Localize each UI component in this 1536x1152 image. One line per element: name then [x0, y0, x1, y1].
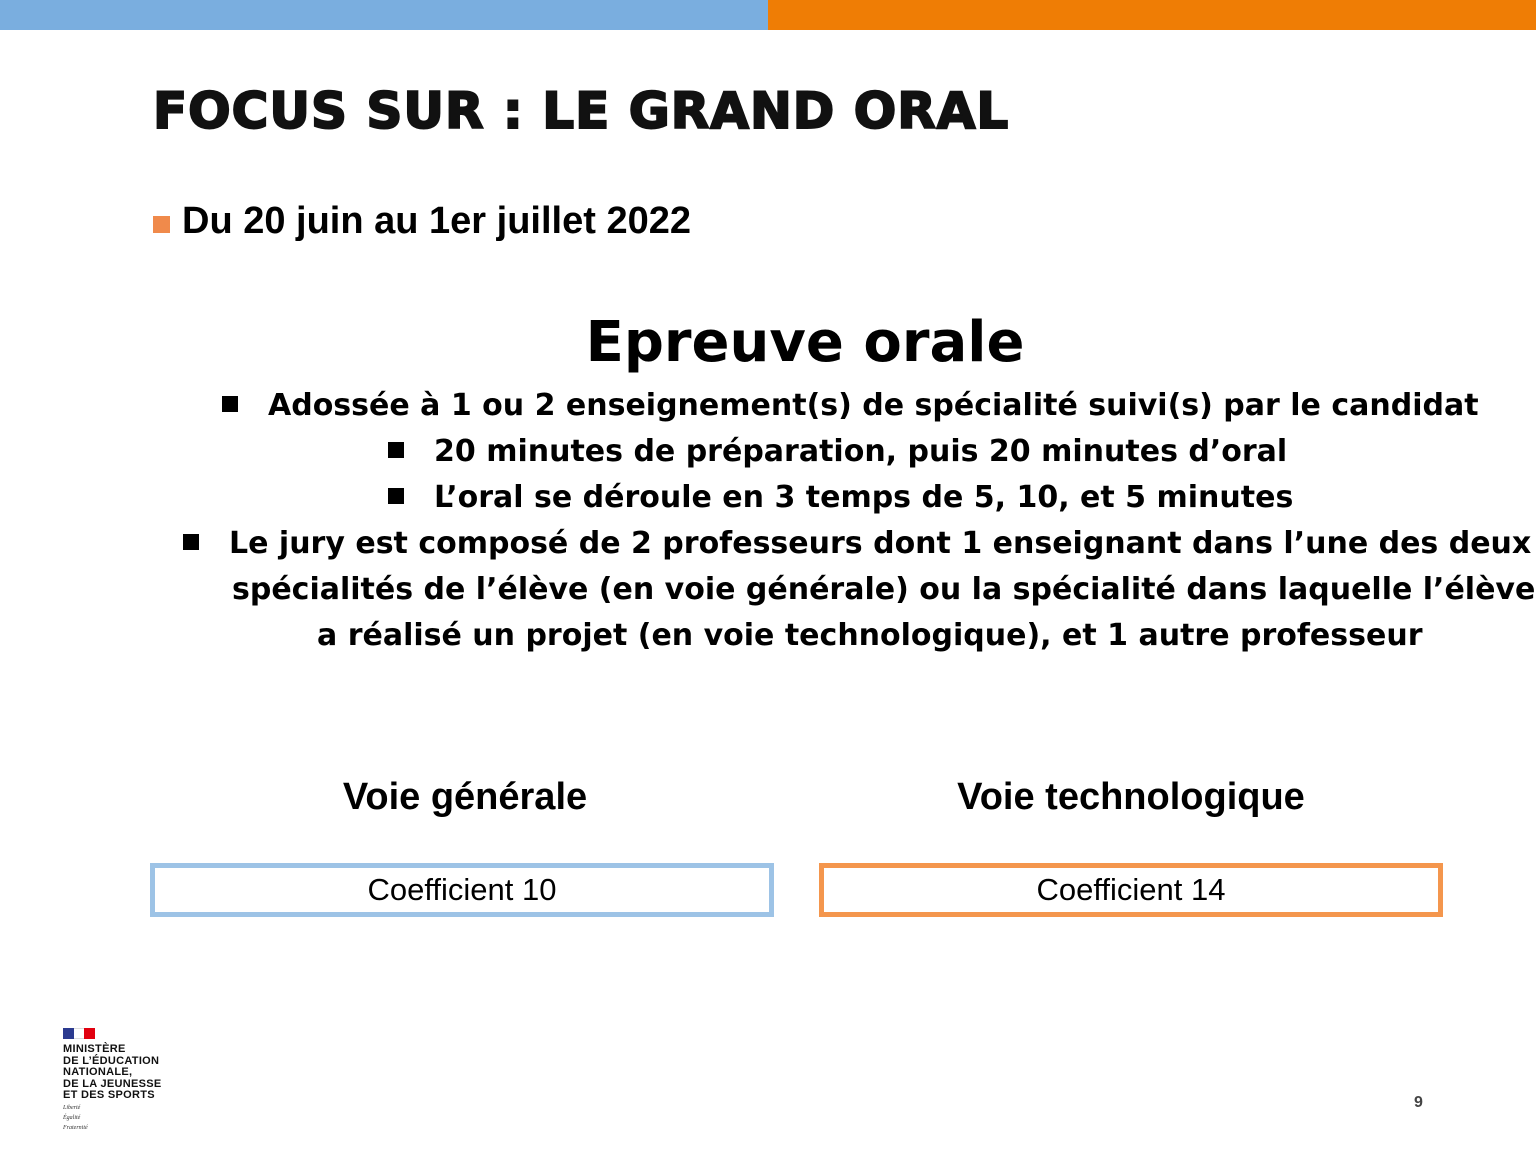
- date-bullet-item: [153, 200, 691, 243]
- coefficient-technologique-text: Coefficient 14: [1036, 872, 1226, 907]
- jury-text-line-1: Le jury est composé de 2 professeurs dont 1 enseignant dans l’une des deux: [229, 526, 1532, 561]
- coefficient-box-technologique: [819, 863, 1443, 917]
- page-number: 9: [1414, 1094, 1423, 1111]
- ministry-logo: [63, 1028, 183, 1132]
- bullet-item: [388, 434, 1287, 469]
- logo-motto-line: Fraternité: [63, 1124, 88, 1131]
- logo-motto-line: Liberté: [63, 1104, 81, 1111]
- square-bullet-icon: [153, 216, 170, 233]
- bullet-item: [388, 480, 1293, 515]
- logo-text-line: DE LA JEUNESSE: [63, 1077, 162, 1090]
- top-bar-orange: [768, 0, 1536, 30]
- jury-text-line-3: a réalisé un projet (en voie technologique), et 1 autre professeur: [317, 618, 1423, 653]
- jury-text-line-2: spécialités de l’élève (en voie générale) ou la spécialité dans laquelle l’élève: [232, 572, 1536, 607]
- logo-text-line: MINISTÈRE: [63, 1043, 126, 1055]
- coefficient-generale-text: Coefficient 10: [367, 872, 557, 907]
- bullet-item: [222, 388, 1479, 423]
- logo-text-line: DE L’ÉDUCATION: [63, 1054, 160, 1067]
- square-bullet-icon: [388, 488, 404, 504]
- bullet-text: L’oral se déroule en 3 temps de 5, 10, et 5 minutes: [434, 480, 1294, 515]
- logo-text-line: NATIONALE,: [63, 1066, 133, 1078]
- square-bullet-icon: [222, 396, 238, 412]
- slide-title: FOCUS SUR : LE GRAND ORAL: [153, 82, 1010, 140]
- logo-text-line: ET DES SPORTS: [63, 1089, 155, 1101]
- square-bullet-icon: [183, 534, 199, 550]
- voie-generale-label: Voie générale: [342, 776, 588, 818]
- voie-technologique-label: Voie technologique: [957, 776, 1305, 818]
- top-bar-blue: [0, 0, 768, 30]
- logo-motto-line: Égalité: [63, 1114, 81, 1121]
- bullet-text: Adossée à 1 ou 2 enseignement(s) de spécialité suivi(s) par le candidat: [268, 388, 1479, 423]
- date-text: Du 20 juin au 1er juillet 2022: [182, 200, 691, 242]
- section-heading: Epreuve orale: [585, 310, 1025, 375]
- jury-bullet-item: [183, 526, 1531, 561]
- coefficient-box-generale: [150, 863, 774, 917]
- french-flag-icon: [63, 1028, 95, 1039]
- square-bullet-icon: [388, 442, 404, 458]
- bullet-text: 20 minutes de préparation, puis 20 minutes d’oral: [434, 434, 1288, 469]
